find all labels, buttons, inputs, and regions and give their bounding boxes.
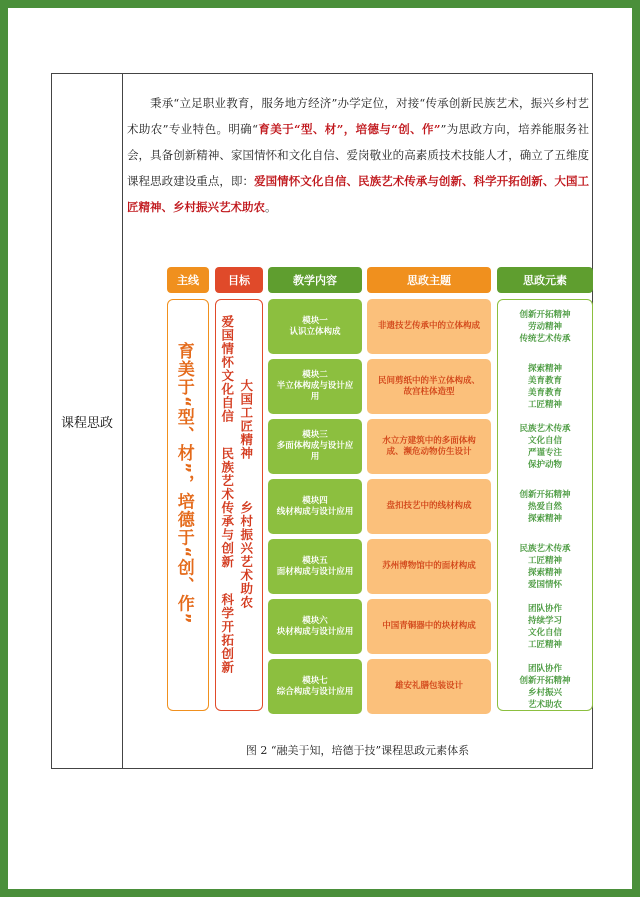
goal-item: 民族艺术传承与创新 (219, 447, 235, 569)
theme-card (367, 479, 491, 534)
goal-item: 乡村振兴艺术助农 (238, 501, 254, 609)
goal-header: 目标 (215, 267, 263, 293)
element-item: 工匠精神 (527, 555, 562, 566)
element-item: 美育教育 (527, 387, 562, 398)
theme-text: 盘扣技艺中的线材构成 (386, 501, 472, 511)
module-title: 模块七 (302, 675, 328, 686)
para-text-1: 秉承“立足职业教育，服务地方经济”办学定位，对接“传承创新民族艺术，振兴乡村艺术助农”专业特色。明确“ (127, 96, 589, 136)
goal-item: 大国工匠精神 (238, 379, 254, 460)
module-title: 模块四 (302, 495, 328, 506)
module-title: 模块一 (302, 315, 328, 326)
goal-item: 科学开拓创新 (219, 593, 235, 674)
module-name: 块材构成与设计应用 (276, 626, 354, 637)
goal-item: 爱国情怀文化自信 (219, 315, 235, 423)
theme-column (367, 267, 491, 691)
theme-text: 水立方建筑中的多面体构成、濒危动物仿生设计 (382, 435, 476, 457)
theme-text: 雄安礼膳包装设计 (394, 681, 463, 691)
element-item: 创新开拓精神 (519, 489, 571, 500)
theme-card (367, 419, 491, 474)
main-line-column (167, 267, 209, 625)
content-header: 教学内容 (268, 267, 362, 293)
para-text-2: ”为思政方向，培养能服务社会，具备创新精神、家国情怀和文化自信、爱岗敬业的高素质技术技能人才，确立了五维度课程思政建设重点，即： (127, 122, 589, 188)
theme-card (367, 659, 491, 714)
element-item: 探索精神 (527, 363, 562, 374)
element-item: 工匠精神 (527, 399, 562, 410)
element-item: 工匠精神 (527, 639, 562, 650)
goal-column (215, 267, 263, 293)
module-title: 模块二 (302, 370, 328, 380)
section-label: 课程思政 (52, 74, 123, 768)
module-card (268, 419, 362, 474)
main-line-header: 主线 (167, 267, 209, 293)
module-name: 认识立体构成 (289, 326, 341, 337)
module-name: 面材构成与设计应用 (276, 566, 354, 577)
element-item: 爱国情怀 (527, 579, 562, 590)
theme-header: 思政主题 (367, 267, 491, 293)
element-item: 探索精神 (527, 513, 562, 524)
module-card (268, 359, 362, 414)
course-table (51, 73, 593, 769)
main-line-text: 育美于“型、材”，培德于“创、作” (173, 342, 194, 625)
element-item: 艺术助农 (527, 699, 562, 710)
element-item: 美育教育 (527, 375, 562, 386)
module-card (268, 539, 362, 594)
module-name: 半立体构成与设计应用 (276, 381, 354, 402)
theme-text: 苏州博物馆中的面材构成 (382, 561, 476, 571)
module-title: 模块三 (302, 430, 328, 440)
module-card (268, 659, 362, 714)
element-item: 持续学习 (527, 615, 562, 626)
element-item: 劳动精神 (527, 321, 562, 332)
element-item: 热爱自然 (527, 501, 562, 512)
theme-card (367, 299, 491, 354)
element-group (500, 663, 590, 711)
module-card (268, 479, 362, 534)
module-name: 线材构成与设计应用 (276, 506, 354, 517)
module-name: 综合构成与设计应用 (276, 686, 354, 697)
element-group (500, 363, 590, 411)
element-group (500, 489, 590, 525)
module-title: 模块六 (302, 615, 328, 626)
content-column (268, 267, 362, 697)
element-item: 团队协作 (527, 603, 562, 614)
element-item: 乡村振兴 (527, 687, 562, 698)
element-group (500, 309, 590, 345)
element-item: 文化自信 (527, 435, 562, 446)
element-item: 团队协作 (527, 663, 562, 674)
element-item: 创新开拓精神 (519, 675, 571, 686)
content-cell (123, 74, 592, 768)
element-item: 传统艺术传承 (519, 333, 571, 344)
elements-header: 思政元素 (497, 267, 593, 293)
element-item: 民族艺术传承 (519, 543, 571, 554)
element-group (500, 543, 590, 591)
module-title: 模块五 (302, 555, 328, 566)
module-card (268, 299, 362, 354)
theme-text: 民间剪纸中的半立体构成、故宫柱体造型 (377, 375, 480, 397)
module-name: 多面体构成与设计应用 (276, 441, 354, 462)
para-highlight-2: 爱国情怀文化自信、民族艺术传承与创新、科学开拓创新、大国工匠精神、乡村振兴艺术助农 (127, 174, 590, 214)
element-group (500, 603, 590, 651)
element-item: 严谨专注 (527, 447, 562, 458)
theme-text: 非遗技艺传承中的立体构成 (377, 321, 480, 331)
element-item: 保护动物 (527, 459, 562, 470)
element-item: 探索精神 (527, 567, 562, 578)
module-card (268, 599, 362, 654)
figure-caption: 图 2 “融美于知，培德于技”课程思政元素体系 (245, 744, 470, 757)
intro-paragraph (127, 90, 589, 220)
theme-card (367, 599, 491, 654)
elements-column (497, 267, 593, 710)
theme-card (367, 359, 491, 414)
element-item: 创新开拓精神 (519, 309, 571, 320)
theme-card (367, 539, 491, 594)
main-line-box (167, 299, 209, 711)
para-highlight-1: 育美于“型、材”，培德与“创、作” (258, 122, 441, 136)
element-item: 文化自信 (527, 627, 562, 638)
ideology-diagram (167, 267, 591, 713)
element-group (500, 423, 590, 471)
para-text-3: 。 (265, 200, 277, 214)
theme-text: 中国青铜器中的块材构成 (382, 621, 476, 631)
element-item: 民族艺术传承 (519, 423, 571, 434)
